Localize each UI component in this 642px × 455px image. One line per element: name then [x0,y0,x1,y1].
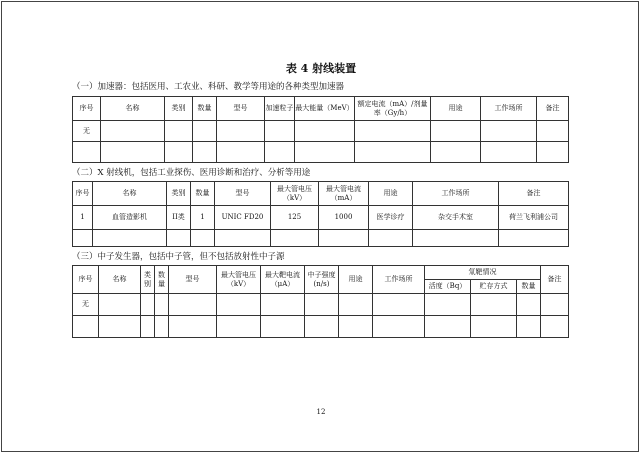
table-cell [217,294,261,316]
header-cell: 型号 [169,266,217,294]
header-cell: 工作场所 [373,266,425,294]
table-cell [481,142,537,163]
table-cell [355,142,431,163]
table-cell [265,142,295,163]
table-cell [499,230,569,247]
table-cell [537,142,569,163]
header-cell: 额定电流（mA）/剂量率（Gy/h） [355,97,431,121]
table-cell [99,316,141,338]
table-cell: 血管造影机 [93,206,167,230]
table-cell: 1000 [319,206,369,230]
table-cell [517,316,541,338]
header-cell: 备注 [537,97,569,121]
header-cell: 最大管电流（mA） [319,182,369,206]
table-cell [373,316,425,338]
table-cell [541,294,569,316]
table-cell [261,316,305,338]
table-cell [169,316,217,338]
header-cell: 类别 [165,97,193,121]
table-cell: 无 [73,121,101,142]
table-cell [537,121,569,142]
table-cell [193,142,217,163]
table-cell [319,230,369,247]
table-row [73,206,569,230]
header-cell: 用途 [339,266,373,294]
table-cell [481,121,537,142]
xray-table [72,181,569,247]
table-cell [305,294,339,316]
table-cell [373,294,425,316]
table-cell [217,121,265,142]
table-cell [141,294,155,316]
table-cell [167,230,191,247]
table-cell [425,294,471,316]
table-header-row [73,97,569,121]
header-cell: 数量 [155,266,169,294]
table-cell [295,121,355,142]
header-cell: 最大管电压（kV） [217,266,261,294]
section-accelerator-heading: （一）加速器：包括医用、工农业、科研、教学等用途的各种类型加速器 [72,82,345,92]
table-cell [517,294,541,316]
header-cell: 用途 [431,97,481,121]
table-cell [73,230,93,247]
header-cell: 类别 [141,266,155,294]
table-cell [339,316,373,338]
table-cell [355,121,431,142]
accelerator-table [72,96,569,163]
header-cell: 备注 [541,266,569,294]
table-cell: 1 [73,206,93,230]
table-cell [413,230,499,247]
header-cell: 加速粒子 [265,97,295,121]
table-cell: 无 [73,294,99,316]
table-row [73,142,569,163]
header-cell: 最大靶电流（μA） [261,266,305,294]
table-cell [73,142,101,163]
neutron-table [72,265,569,338]
header-cell: 工作场所 [413,182,499,206]
header-cell: 用途 [369,182,413,206]
header-cell: 型号 [217,97,265,121]
table-cell [141,316,155,338]
table-cell [369,230,413,247]
table-cell [339,294,373,316]
table-cell [165,121,193,142]
table-cell [155,294,169,316]
table-header-row [73,266,569,280]
header-cell: 最大管电压（kV） [271,182,319,206]
table-cell [73,316,99,338]
header-cell: 贮存方式 [471,280,517,294]
table-cell [165,142,193,163]
table-cell [271,230,319,247]
header-cell: 名称 [93,182,167,206]
table-cell [155,316,169,338]
table-cell: 1 [191,206,215,230]
header-cell: 序号 [73,266,99,294]
header-cell: 工作场所 [481,97,537,121]
table-cell [471,316,517,338]
header-cell: 型号 [215,182,271,206]
table-cell [425,316,471,338]
header-cell: 中子强度(n/s) [305,266,339,294]
table-row [73,230,569,247]
table-cell: 杂交手术室 [413,206,499,230]
header-cell: 序号 [73,182,93,206]
table-cell [471,294,517,316]
header-cell: 数量 [517,280,541,294]
table-row [73,294,569,316]
table-cell [261,294,305,316]
header-cell: 数量 [191,182,215,206]
header-cell: 数量 [193,97,217,121]
table-cell [431,142,481,163]
table-cell: 125 [271,206,319,230]
table-cell [101,142,165,163]
header-cell: 活度（Bq） [425,280,471,294]
table-cell [193,121,217,142]
header-cell: 名称 [99,266,141,294]
header-cell: 序号 [73,97,101,121]
page-number: 12 [316,408,326,416]
table-cell [295,142,355,163]
table-header-row [73,182,569,206]
table-cell [217,142,265,163]
table-cell [93,230,167,247]
table-cell [265,121,295,142]
table-cell: 荷兰飞利浦公司 [499,206,569,230]
table-cell [99,294,141,316]
header-cell: 最大能量（MeV） [295,97,355,121]
table-cell [169,294,217,316]
table-cell [101,121,165,142]
table-cell: UNIC FD20 [215,206,271,230]
header-cell: 类别 [167,182,191,206]
table-title: 表 4 射线装置 [285,62,357,75]
table-cell [305,316,339,338]
table-cell [541,316,569,338]
header-cell-tritium: 氚靶情况 [425,266,541,280]
table-cell [191,230,215,247]
section-xray-heading: （二）X 射线机，包括工业探伤、医用诊断和治疗、分析等用途 [72,168,311,178]
table-cell: 医学诊疗 [369,206,413,230]
table-row [73,316,569,338]
section-neutron-heading: （三）中子发生器，包括中子管，但不包括放射性中子源 [72,252,285,262]
table-cell [217,316,261,338]
table-cell [215,230,271,247]
header-cell: 备注 [499,182,569,206]
table-row [73,121,569,142]
header-cell: 名称 [101,97,165,121]
table-cell [431,121,481,142]
table-cell: II类 [167,206,191,230]
